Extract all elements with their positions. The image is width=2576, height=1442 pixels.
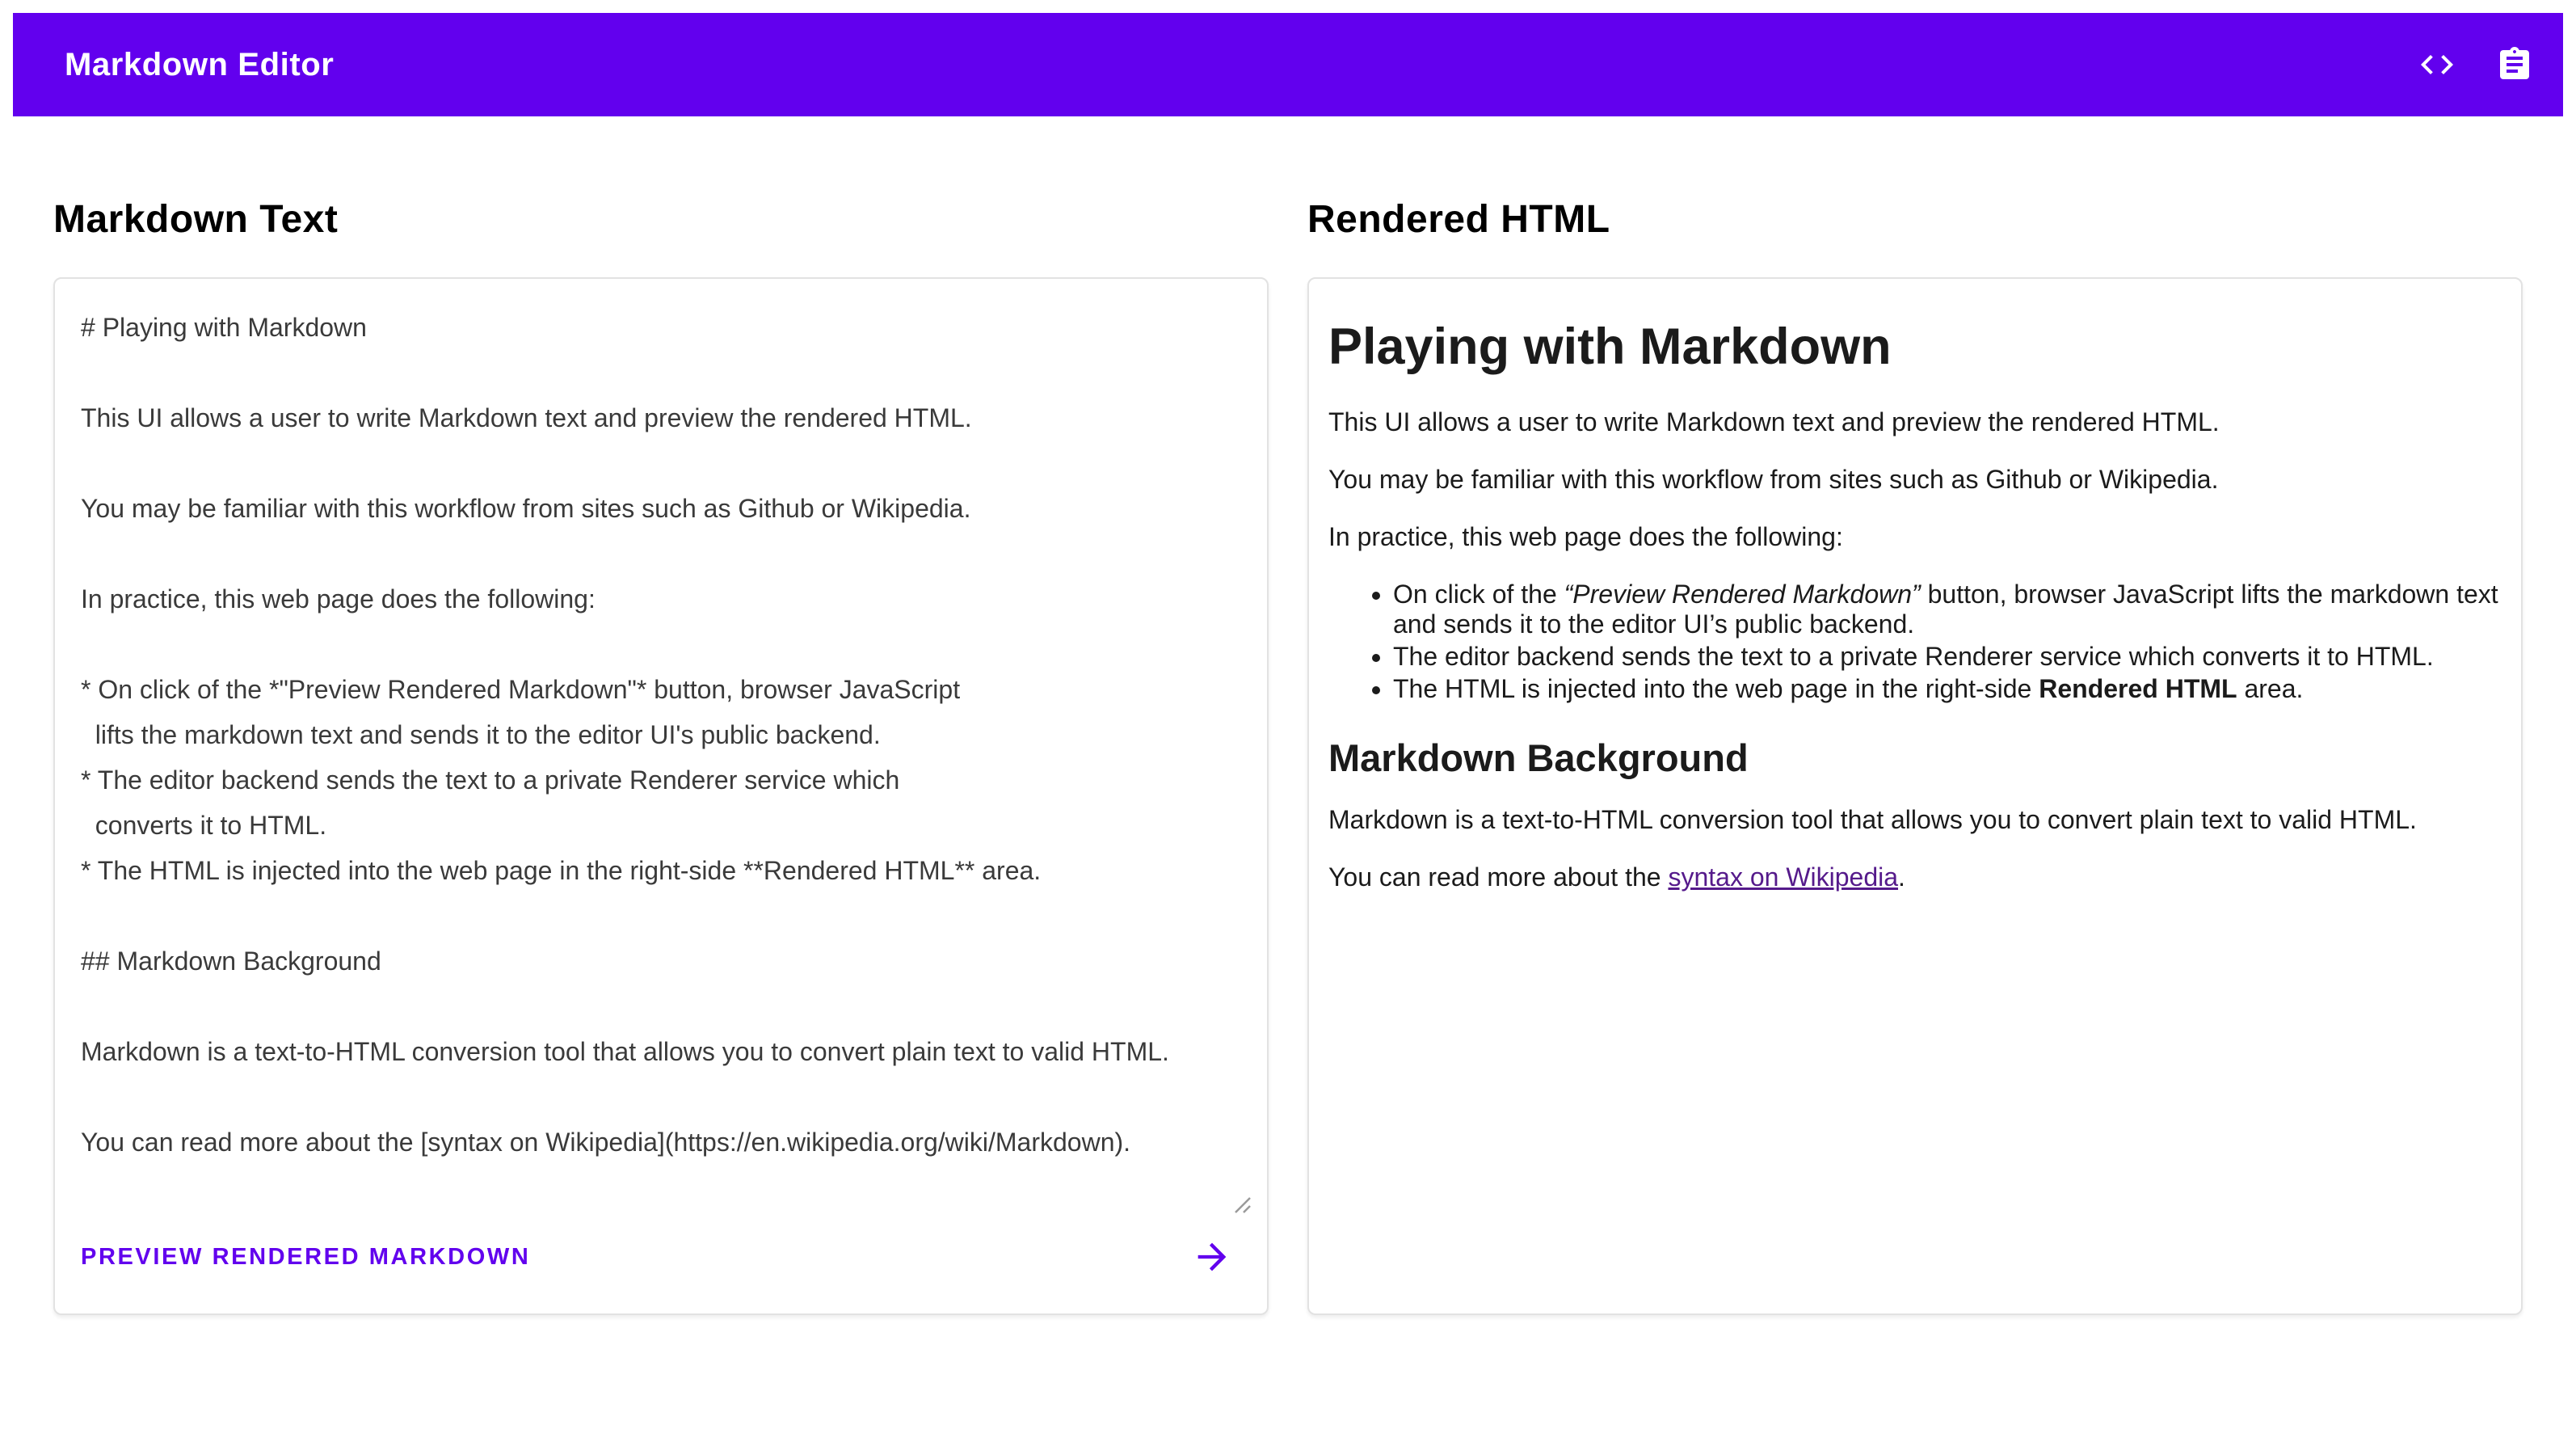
content	[53, 116, 2523, 1315]
editor-heading: Markdown Text	[53, 198, 339, 241]
preview-card	[1307, 277, 2523, 1315]
list-item-2: • The editor backend sends the text to a private Renderer service which converts it to HTML.	[1393, 642, 2500, 673]
rendered-paragraph-3: In practice, this web page does the following:	[1328, 521, 1843, 551]
clipboard-icon-button[interactable]	[2476, 26, 2553, 103]
app-bar-actions	[2398, 26, 2553, 103]
wikipedia-link[interactable]: syntax on Wikipedia	[1668, 862, 1899, 892]
list-item-3: • The HTML is injected into the web page in the right-side Rendered HTML area.	[1393, 674, 2500, 705]
editor-panel	[53, 116, 1269, 1315]
resize-handle-icon[interactable]	[1231, 1194, 1252, 1215]
editor-card	[53, 277, 1269, 1315]
editor-card-actions	[68, 1216, 1254, 1301]
textarea-container	[68, 292, 1254, 1216]
app-title: Markdown Editor	[65, 46, 335, 82]
arrow-forward-button[interactable]	[1191, 1236, 1233, 1278]
bold-run: Rendered HTML	[2039, 673, 2237, 703]
preview-panel	[1307, 116, 2523, 1315]
code-icon-button[interactable]	[2398, 26, 2476, 103]
preview-rendered-markdown-button[interactable]: PREVIEW RENDERED MARKDOWN	[81, 1243, 531, 1270]
rendered-list	[1328, 580, 2500, 705]
rendered-paragraph-4: Markdown is a text-to-HTML conversion tool that allows you to convert plain text to valid HTML.	[1328, 805, 2417, 835]
code-icon	[2418, 45, 2456, 84]
rendered-h1: Playing with Markdown	[1328, 318, 1892, 375]
arrow-forward-icon	[1191, 1236, 1233, 1278]
rendered-markdown	[1328, 319, 2500, 893]
rendered-h2: Markdown Background	[1328, 736, 1749, 779]
markdown-input[interactable]	[68, 292, 1254, 1216]
rendered-paragraph-2: You may be familiar with this workflow from sites such as Github or Wikipedia.	[1328, 465, 2219, 495]
rendered-paragraph-1: This UI allows a user to write Markdown text and preview the rendered HTML.	[1328, 407, 2220, 437]
clipboard-icon	[2495, 45, 2534, 84]
rendered-paragraph-5: You can read more about the syntax on Wikipedia.	[1328, 862, 1905, 892]
italic-run: “Preview Rendered Markdown”	[1564, 579, 1921, 609]
list-item-1: • On click of the “Preview Rendered Markdown” button, browser JavaScript lifts the markdown text and sends it to the editor UI’s public backend.	[1393, 580, 2500, 641]
preview-heading: Rendered HTML	[1307, 198, 1610, 241]
app-bar	[13, 13, 2563, 116]
